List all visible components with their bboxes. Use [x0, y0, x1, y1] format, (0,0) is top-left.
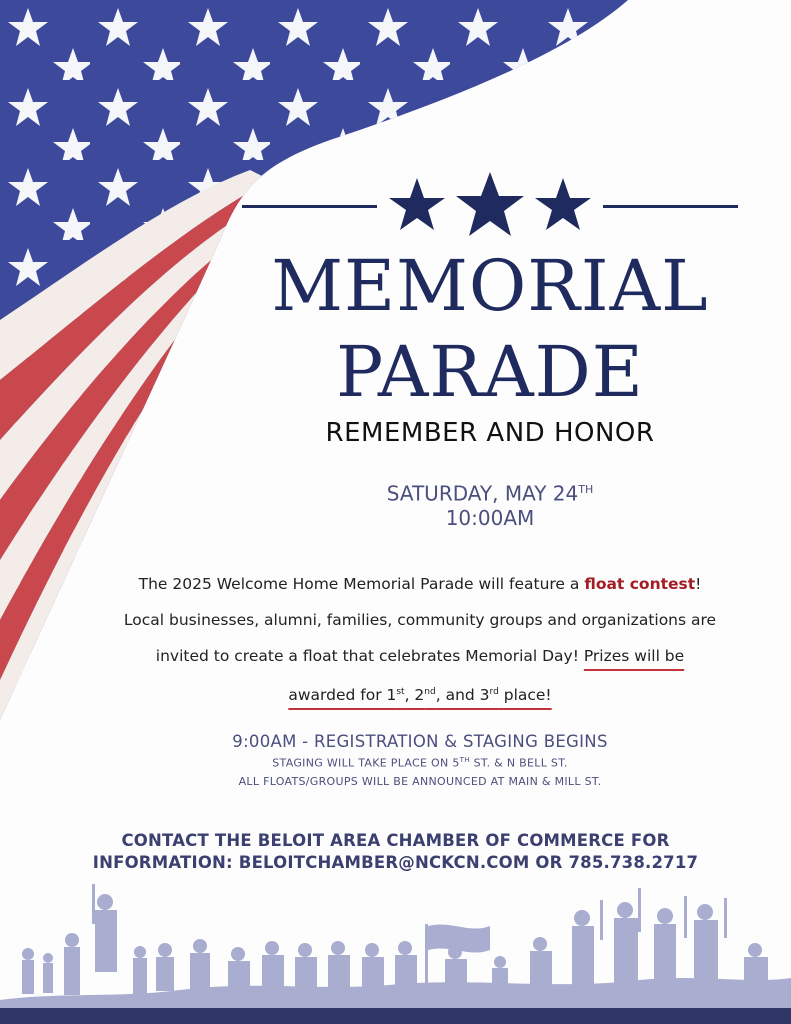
- star-icon: [535, 178, 591, 230]
- registration-heading: 9:00AM - REGISTRATION & STAGING BEGINS: [232, 732, 608, 751]
- soldier-silhouettes: [0, 880, 791, 1024]
- contact-info: [20, 830, 771, 874]
- event-date: SATURDAY, MAY 24TH: [386, 481, 594, 506]
- star-divider: [240, 170, 740, 240]
- contact-line-1: CONTACT THE BELOIT AREA CHAMBER OF COMMERCE FOR: [121, 831, 670, 850]
- divider-line-left: [242, 205, 377, 208]
- divider-line-right: [603, 205, 738, 208]
- staging-location: STAGING WILL TAKE PLACE ON 5TH ST. & N BELL ST.: [272, 756, 568, 770]
- star-icon: [389, 178, 445, 230]
- star-icon: [456, 172, 524, 236]
- contact-line-2: INFORMATION: BELOITCHAMBER@NCKCN.COM OR 785.738.2717: [92, 853, 699, 872]
- title-parade: PARADE: [336, 331, 644, 413]
- event-time: 10:00AM: [445, 505, 535, 530]
- announcement-location: ALL FLOATS/GROUPS WILL BE ANNOUNCED AT MAIN & MILL ST.: [238, 774, 602, 788]
- event-date-time: [240, 478, 740, 530]
- description-paragraph: The 2025 Welcome Home Memorial Parade will feature a float contest! Local businesses, alumni, families, community groups and organizations are invited to create a float that celebrates Memorial Day! Prizes will be awarded for 1st, 2nd, and 3rd place!: [123, 575, 717, 705]
- subtitle: REMEMBER AND HONOR: [325, 418, 655, 448]
- float-contest-highlight: float contest: [584, 575, 696, 593]
- registration-section: [120, 732, 720, 788]
- bottom-bar: [0, 1008, 791, 1024]
- title-memorial: MEMORIAL: [271, 245, 709, 327]
- prizes-text: Prizes will be awarded for 1st, 2nd, and 3rd place!: [288, 647, 685, 705]
